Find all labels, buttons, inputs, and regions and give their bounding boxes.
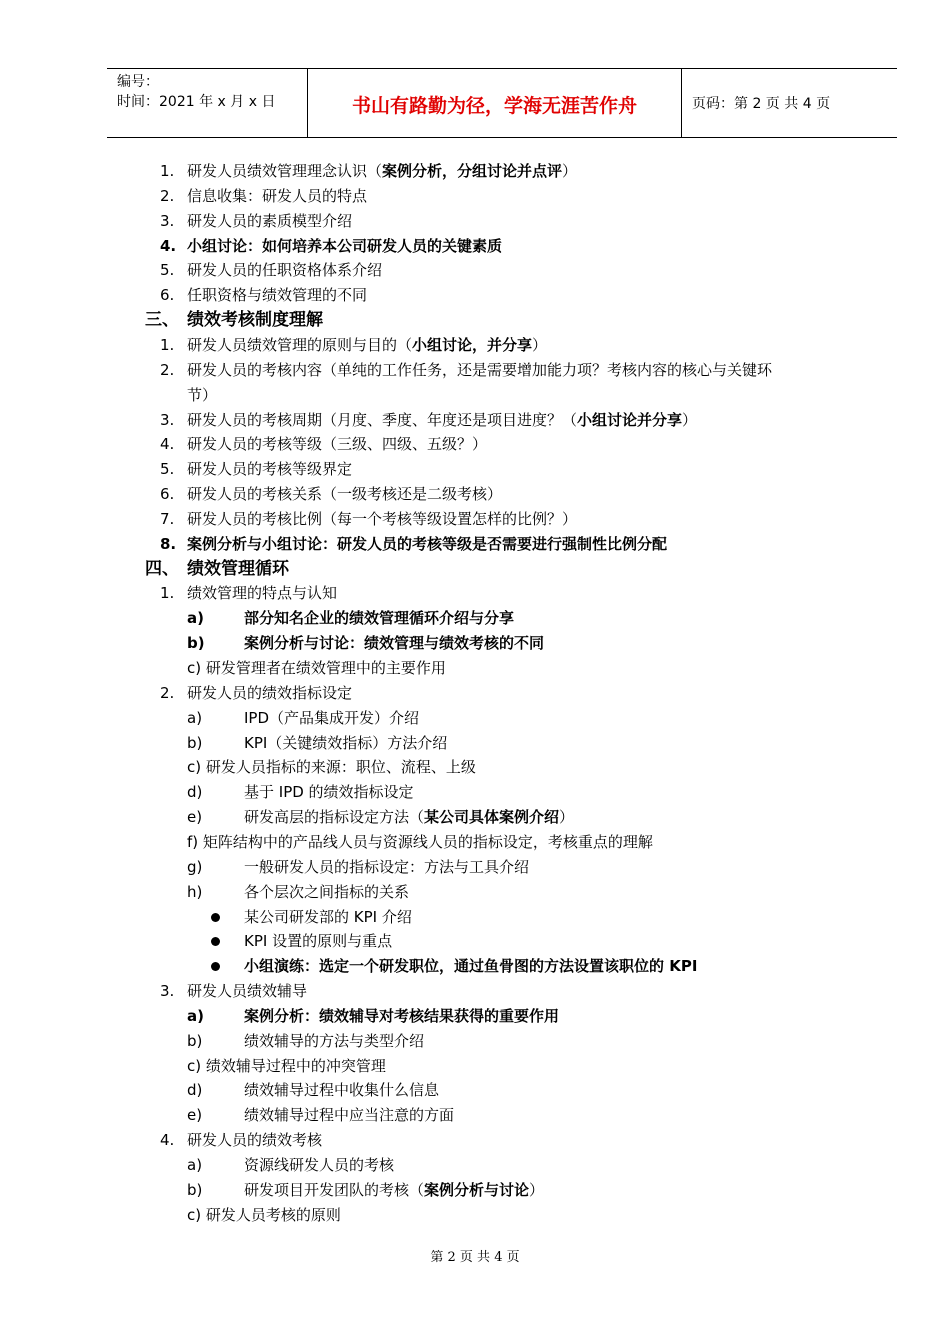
line-number: h) — [187, 882, 203, 901]
line-text-plain: 信息收集：研发人员的特点 — [187, 186, 368, 205]
line-text: f) 矩阵结构中的产品线人员与资源线人员的指标设定，考核重点的理解 — [187, 832, 653, 851]
line-number: 2. — [160, 360, 175, 379]
line-number: 4. — [160, 435, 175, 454]
line-text-bold: 案例分析与小组讨论：研发人员的考核等级是否需要进行强制性比例分配 — [187, 534, 668, 553]
line-text-plain: 研发项目开发团队的考核（ — [244, 1180, 425, 1199]
line-text — [187, 507, 577, 532]
line-text — [187, 457, 352, 482]
line-number: b) — [187, 733, 203, 752]
line-text — [244, 880, 409, 905]
line-number: 2. — [160, 683, 175, 702]
line-text-tail: ） — [532, 335, 548, 354]
header-motto-cell — [307, 69, 682, 137]
line-text-tail: ） — [529, 1180, 545, 1199]
line-number: 三、 — [145, 310, 179, 331]
line-text — [244, 1078, 439, 1103]
bullet-dot-icon — [211, 962, 220, 971]
line-text — [244, 855, 529, 880]
page-footer: 第 2 页 共 4 页 — [430, 1250, 520, 1265]
line-text-plain: KPI 设置的原则与重点 — [244, 932, 393, 951]
line-text-tail: ） — [559, 808, 575, 827]
line-text-bold: 某公司具体案例介绍 — [424, 808, 560, 827]
line-text — [244, 1004, 559, 1029]
line-text-tail: ） — [682, 410, 698, 429]
line-text-tail: ） — [562, 162, 578, 180]
line-number: b) — [187, 1031, 203, 1050]
line-number: a) — [187, 1156, 203, 1174]
line-text-plain: 研发人员的考核比例（每一个考核等级设置怎样的比例？） — [187, 509, 578, 528]
line-text-plain: 研发人员的任职资格体系介绍 — [187, 261, 383, 280]
line-text-plain: 研发人员的考核等级（三级、四级、五级？） — [187, 435, 488, 454]
line-text — [187, 979, 307, 1004]
line-text — [187, 581, 337, 606]
line-text-plain: 研发人员绩效管理的原则与目的（ — [187, 335, 413, 354]
line-text — [244, 780, 414, 805]
line-text — [244, 1029, 424, 1054]
line-text-plain: 基于 IPD 的绩效指标设定 — [244, 783, 414, 802]
line-text-plain: IPD（产品集成开发）介绍 — [244, 708, 420, 727]
line-text — [244, 706, 419, 731]
line-number: g) — [187, 857, 203, 876]
line-text-plain: 研发高层的指标设定方法（ — [244, 808, 425, 827]
line-text — [187, 557, 289, 582]
outline-line — [187, 656, 446, 681]
outline-line — [187, 1054, 386, 1079]
document-time-label: 时间：2021 年 x 月 x 日 — [117, 94, 276, 110]
line-text-plain: 绩效考核制度理解 — [187, 310, 323, 331]
line-text-plain: 绩效管理的特点与认知 — [187, 584, 338, 603]
line-text-plain: 任职资格与绩效管理的不同 — [187, 286, 368, 305]
line-text-plain: 研发人员的素质模型介绍 — [187, 211, 353, 230]
line-text-plain: 研发人员绩效管理理念认识（ — [187, 162, 383, 180]
bullet-dot-icon — [211, 913, 220, 922]
outline-line — [187, 830, 653, 855]
line-text-plain: 一般研发人员的指标设定：方法与工具介绍 — [244, 857, 530, 876]
line-text-plain: 绩效辅导过程中收集什么信息 — [244, 1081, 440, 1100]
header-motto: 书山有路勤为径，学海无涯苦作舟 — [351, 95, 637, 117]
bullet-dot-icon — [211, 937, 220, 946]
line-text — [187, 432, 487, 457]
line-text-plain: 研发人员的考核周期（月度、季度、年度还是项目进度？（ — [187, 410, 578, 429]
line-text — [187, 159, 577, 184]
line-text — [244, 1103, 454, 1128]
line-text-plain: 绩效辅导过程中应当注意的方面 — [244, 1106, 455, 1125]
line-text-bold: 案例分析与讨论 — [424, 1180, 530, 1199]
line-number: 2. — [160, 186, 175, 205]
page-header — [107, 68, 897, 138]
line-text — [187, 383, 217, 408]
line-text — [187, 234, 502, 259]
line-number: e) — [187, 1106, 203, 1125]
line-text — [187, 358, 772, 383]
line-text-bold: 小组讨论：如何培养本公司研发人员的关键素质 — [187, 236, 503, 255]
line-text-bold: 小组演练：选定一个研发职位，通过鱼骨图的方法设置该职位的 KPI — [244, 957, 698, 976]
header-page-number: 页码：第 2 页 共 4 页 — [692, 96, 831, 112]
header-meta — [107, 69, 307, 137]
line-text-plain: 某公司研发部的 KPI 介绍 — [244, 907, 412, 926]
line-number: a) — [187, 609, 204, 628]
line-text-plain: KPI（关键绩效指标）方法介绍 — [244, 733, 448, 752]
line-text — [187, 408, 697, 433]
line-number: b) — [187, 1180, 203, 1199]
document-number-label: 编号： — [117, 74, 159, 90]
line-text-plain: 绩效管理循环 — [187, 558, 289, 579]
line-text — [244, 905, 412, 930]
line-text-plain: 研发人员的绩效考核 — [187, 1131, 323, 1150]
line-number: 3. — [160, 410, 175, 429]
line-text-plain: 研发人员的考核关系（一级考核还是二级考核） — [187, 485, 503, 504]
line-text: c) 研发管理者在绩效管理中的主要作用 — [187, 659, 446, 677]
line-text: c) 绩效辅导过程中的冲突管理 — [187, 1056, 386, 1075]
line-number: 四、 — [145, 558, 179, 579]
line-number: e) — [187, 808, 203, 827]
line-text — [187, 209, 352, 234]
line-text — [244, 1153, 394, 1178]
outline-line — [187, 755, 476, 780]
line-text — [187, 283, 367, 308]
line-text — [244, 631, 544, 656]
line-number: 4. — [160, 1131, 175, 1150]
line-text-plain: 绩效辅导的方法与类型介绍 — [244, 1031, 425, 1050]
line-number: 7. — [160, 509, 175, 528]
line-number: 6. — [160, 485, 175, 504]
line-text-bold: 案例分析，分组讨论并点评 — [382, 162, 563, 180]
line-text — [244, 805, 574, 830]
line-text-plain: 研发人员的考核内容（单纯的工作任务，还是需要增加能力项？考核内容的核心与关键环 — [187, 360, 773, 379]
line-number: 1. — [160, 162, 175, 180]
line-text — [187, 308, 323, 333]
line-text-bold: 小组讨论，并分享 — [412, 335, 533, 354]
line-text — [187, 1128, 322, 1153]
line-text — [187, 532, 667, 557]
line-text-bold: 部分知名企业的绩效管理循环介绍与分享 — [244, 609, 515, 628]
line-number: b) — [187, 634, 205, 653]
line-text-plain: 资源线研发人员的考核 — [244, 1156, 395, 1174]
line-text — [187, 681, 352, 706]
line-number: 1. — [160, 335, 175, 354]
header-page-cell — [682, 69, 897, 137]
line-text-plain: 节） — [187, 385, 218, 404]
line-number: 4. — [160, 236, 177, 255]
line-number: d) — [187, 783, 203, 802]
line-text — [244, 606, 514, 631]
line-text-plain: 研发人员的考核等级界定 — [187, 460, 353, 479]
line-text: c) 研发人员考核的原则 — [187, 1205, 341, 1224]
line-text-plain: 各个层次之间指标的关系 — [244, 882, 410, 901]
line-text-bold: 小组讨论并分享 — [577, 410, 683, 429]
line-number: 3. — [160, 982, 175, 1001]
line-text-bold: 案例分析与讨论：绩效管理与绩效考核的不同 — [244, 634, 545, 653]
line-number: a) — [187, 1006, 204, 1025]
line-text-bold: 案例分析：绩效辅导对考核结果获得的重要作用 — [244, 1006, 560, 1025]
line-text-plain: 研发人员的绩效指标设定 — [187, 683, 353, 702]
line-text-plain: 研发人员绩效辅导 — [187, 982, 308, 1001]
line-number: 5. — [160, 460, 175, 479]
line-text — [187, 258, 382, 283]
outline-line — [187, 1203, 341, 1228]
line-number: 3. — [160, 211, 175, 230]
line-number: 1. — [160, 584, 175, 603]
line-number: d) — [187, 1081, 203, 1100]
line-text — [187, 333, 547, 358]
line-number: a) — [187, 708, 203, 727]
line-text — [244, 731, 447, 756]
line-text — [187, 184, 367, 209]
line-text: c) 研发人员指标的来源：职位、流程、上级 — [187, 758, 476, 777]
line-number: 8. — [160, 534, 177, 553]
line-text — [187, 482, 502, 507]
line-number: 6. — [160, 286, 175, 305]
line-number: 5. — [160, 261, 175, 280]
line-text — [244, 954, 697, 979]
line-text — [244, 929, 392, 954]
line-text — [244, 1178, 544, 1203]
